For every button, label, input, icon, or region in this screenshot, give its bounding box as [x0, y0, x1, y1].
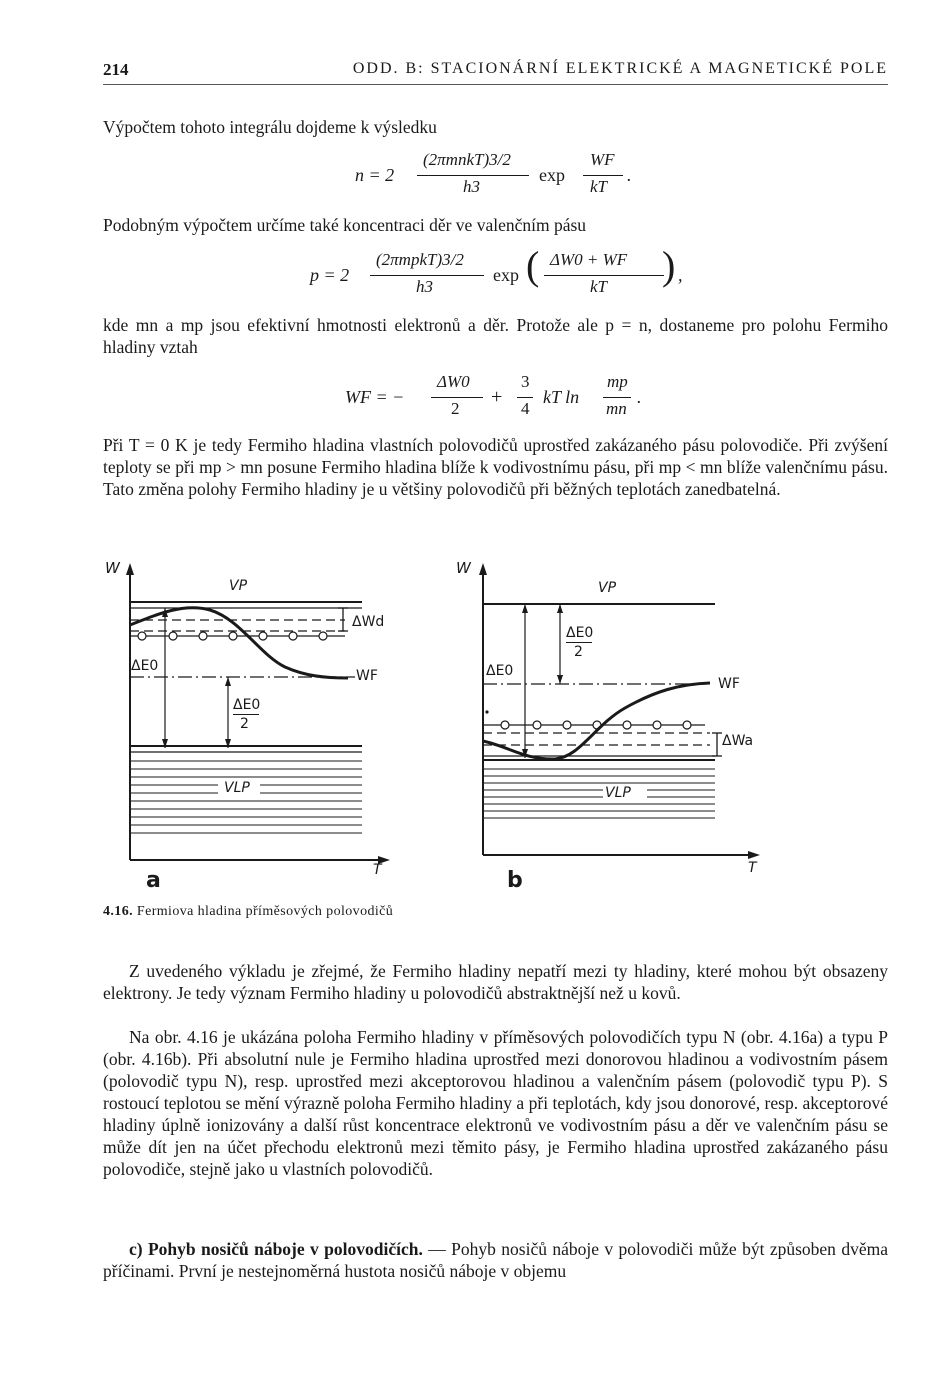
- eq2-den: h3: [416, 277, 433, 296]
- fig-b-axis-t: T: [748, 860, 757, 876]
- fig-a-axis-t: T: [373, 862, 382, 878]
- fig-b-letter: b: [507, 868, 523, 893]
- eq1-num: (2πmnkT)3/2: [423, 150, 511, 169]
- eq2-num2: ΔW0 + WF: [550, 250, 628, 269]
- fig-b-axis-w: W: [456, 559, 471, 577]
- paragraph-1: Výpočtem tohoto integrálu dojdeme k výsledku: [103, 117, 437, 137]
- fig-a-vlp: VLP: [224, 780, 250, 796]
- eq1-exp: exp: [539, 165, 565, 185]
- fig-a-de0-half-den: 2: [240, 716, 249, 732]
- equation-1: [355, 150, 655, 200]
- figure-b: [455, 555, 775, 900]
- fig-b-vlp: VLP: [605, 785, 631, 801]
- fig-b-dwa: ΔWa: [722, 733, 754, 749]
- eq2-close-paren: ): [662, 243, 676, 288]
- fig-b-de0: ΔE0: [486, 663, 514, 679]
- eq3-end: .: [637, 387, 642, 407]
- paragraph-6: Na obr. 4.16 je ukázána poloha Fermiho hladiny v příměsových polovodičích typu N (obr. 4.16a) a typu P (obr. 4.16b). Při absolutní nule je Fermiho hladina uprostřed mezi donorovou hladinou a vodivostním pásem (polovodič typu N), resp. uprostřed mezi akceptorovou hladinou a valenčním pásem (polovodič typu P). S rostoucí teplotou se mění výrazně poloha Fermiho hladiny a při teplotách, kdy jsou donorové, resp. akceptorové hladiny úplně ionizovány a další růst koncentrace elektronů ve vodivostním pásu a děr ve valenčním pásu se může dít jen na účet přechodu elektronů mezi těmito pásy, je Fermiho hladina uprostřed zakázaného pásu polovodiče, stejně jako u vlastních polovodičů.: [103, 1027, 888, 1179]
- paragraph-2: Podobným výpočtem určíme také koncentraci děr ve valenčním pásu: [103, 215, 587, 235]
- caption-text: Fermiova hladina příměsových polovodičů: [136, 904, 394, 919]
- page-number: 214: [103, 60, 129, 79]
- eq1-lhs: n = 2: [355, 165, 395, 185]
- fig-a-de0-half-num: ΔE0: [233, 697, 261, 713]
- section-heading: c) Pohyb nosičů náboje v polovodičích.: [129, 1239, 423, 1259]
- paragraph-7: [103, 1238, 888, 1282]
- fig-b-de0-half-num: ΔE0: [566, 625, 594, 641]
- eq3-num3: mp: [607, 372, 628, 391]
- paragraph-3: kde mn a mp jsou efektivní hmotnosti elektronů a děr. Protože ale p = n, dostaneme pro polohu Fermiho hladiny vztah: [103, 315, 888, 357]
- eq2-den2: kT: [590, 277, 607, 296]
- eq1-num2: WF: [590, 150, 615, 169]
- equation-3: [345, 372, 665, 424]
- running-header: [103, 60, 888, 85]
- paragraph-7-text: — Pohyb nosičů náboje v polovodiči může být způsoben dvěma příčinami. První je nestejnoměrná hustota nosičů náboje v objemu: [103, 1239, 888, 1281]
- running-title: ODD. B: STACIONÁRNÍ ELEKTRICKÉ A MAGNETICKÉ POLE: [352, 60, 888, 77]
- fig-a-vp: VP: [229, 578, 248, 594]
- fig-a-axis-w: W: [105, 559, 120, 577]
- eq3-den2: 4: [521, 399, 530, 418]
- eq2-num: (2πmpkT)3/2: [376, 250, 464, 269]
- fig-a-de0: ΔE0: [131, 658, 159, 674]
- eq3-plus: +: [491, 386, 503, 408]
- eq3-num2: 3: [521, 372, 530, 391]
- eq2-lhs: p = 2: [310, 265, 350, 285]
- fig-b-vp: VP: [598, 580, 617, 596]
- eq3-den3: mn: [606, 399, 627, 418]
- fig-b-de0-half-den: 2: [574, 644, 583, 660]
- eq2-exp: exp: [493, 265, 519, 285]
- eq3-den: 2: [451, 399, 460, 418]
- eq2-open-paren: (: [526, 243, 540, 288]
- fig-a-letter: a: [146, 868, 161, 893]
- eq1-end: .: [627, 165, 632, 185]
- figure-a: [100, 555, 400, 900]
- paragraph-4: Při T = 0 K je tedy Fermiho hladina vlastních polovodičů uprostřed zakázaného pásu polovodiče. Při zvýšení teploty se při mp > mn posune Fermiho hladina blíže k vodivostnímu pásu, při mp < mn blíže valenčnímu pásu. Tato změna polohy Fermiho hladiny je u většiny polovodičů při běžných teplotách zanedbatelná.: [103, 435, 888, 499]
- equation-2: [310, 243, 700, 302]
- eq2-end: ,: [678, 265, 683, 285]
- fig-a-wf: WF: [356, 668, 378, 684]
- caption-number: 4.16.: [103, 904, 133, 919]
- paragraph-5: Z uvedeného výkladu je zřejmé, že Fermiho hladiny nepatří mezi ty hladiny, které mohou být obsazeny elektrony. Je tedy význam Fermiho hladiny u polovodičů abstraktnější než u kovů.: [103, 961, 888, 1003]
- fig-a-dwd: ΔWd: [352, 614, 385, 630]
- eq3-lhs: WF = −: [345, 387, 405, 407]
- figure-caption: [103, 904, 393, 920]
- eq1-den: h3: [463, 177, 480, 196]
- fig-b-wf: WF: [718, 676, 740, 692]
- eq3-num: ΔW0: [437, 372, 470, 391]
- eq1-den2: kT: [590, 177, 607, 196]
- eq3-mid: kT ln: [543, 387, 580, 407]
